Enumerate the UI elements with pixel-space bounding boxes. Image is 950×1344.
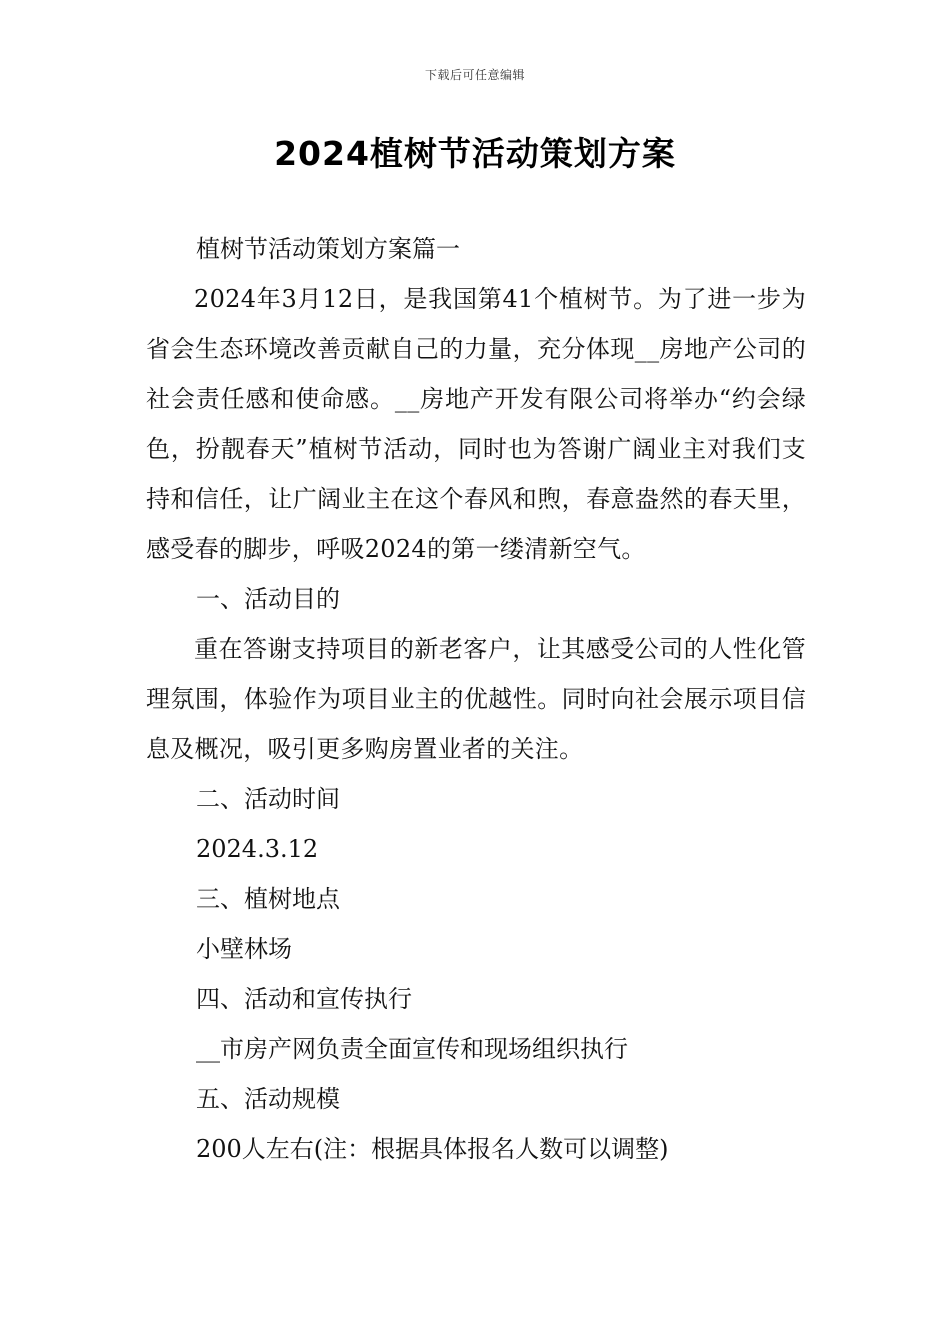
intro-paragraph: 2024年3月12日，是我国第41个植树节。为了进一步为省会生态环境改善贡献自己的力量，充分体现__房地产公司的社会责任感和使命感。__房地产开发有限公司将举办“约会绿色，扮靓春天”植树节活动，同时也为答谢广阔业主对我们支持和信任，让广阔业主在这个春风和煦，春意盎然的春天里，感受春的脚步，呼吸2024的第一缕清新空气。 bbox=[146, 285, 806, 563]
section-heading-scale: 五、活动规模 bbox=[196, 1085, 340, 1113]
section-content-execution: __市房产网负责全面宣传和现场组织执行 bbox=[196, 1035, 628, 1063]
header-note: 下载后可任意编辑 bbox=[424, 68, 525, 82]
document-title: 2024植树节活动策划方案 bbox=[274, 134, 676, 173]
section-heading-execution: 四、活动和宣传执行 bbox=[196, 985, 412, 1013]
section-subtitle: 植树节活动策划方案篇一 bbox=[196, 235, 460, 263]
section-content-location: 小壁林场 bbox=[196, 935, 292, 963]
section-heading-purpose: 一、活动目的 bbox=[196, 585, 340, 613]
section-content-time: 2024.3.12 bbox=[196, 835, 319, 863]
section-heading-time: 二、活动时间 bbox=[196, 785, 340, 813]
section-content-scale: 200人左右(注：根据具体报名人数可以调整) bbox=[196, 1135, 669, 1163]
document-body bbox=[146, 224, 806, 1174]
section-content-purpose: 重在答谢支持项目的新老客户，让其感受公司的人性化管理氛围，体验作为项目业主的优越性。同时向社会展示项目信息及概况，吸引更多购房置业者的关注。 bbox=[146, 635, 806, 763]
section-heading-location: 三、植树地点 bbox=[196, 885, 340, 913]
